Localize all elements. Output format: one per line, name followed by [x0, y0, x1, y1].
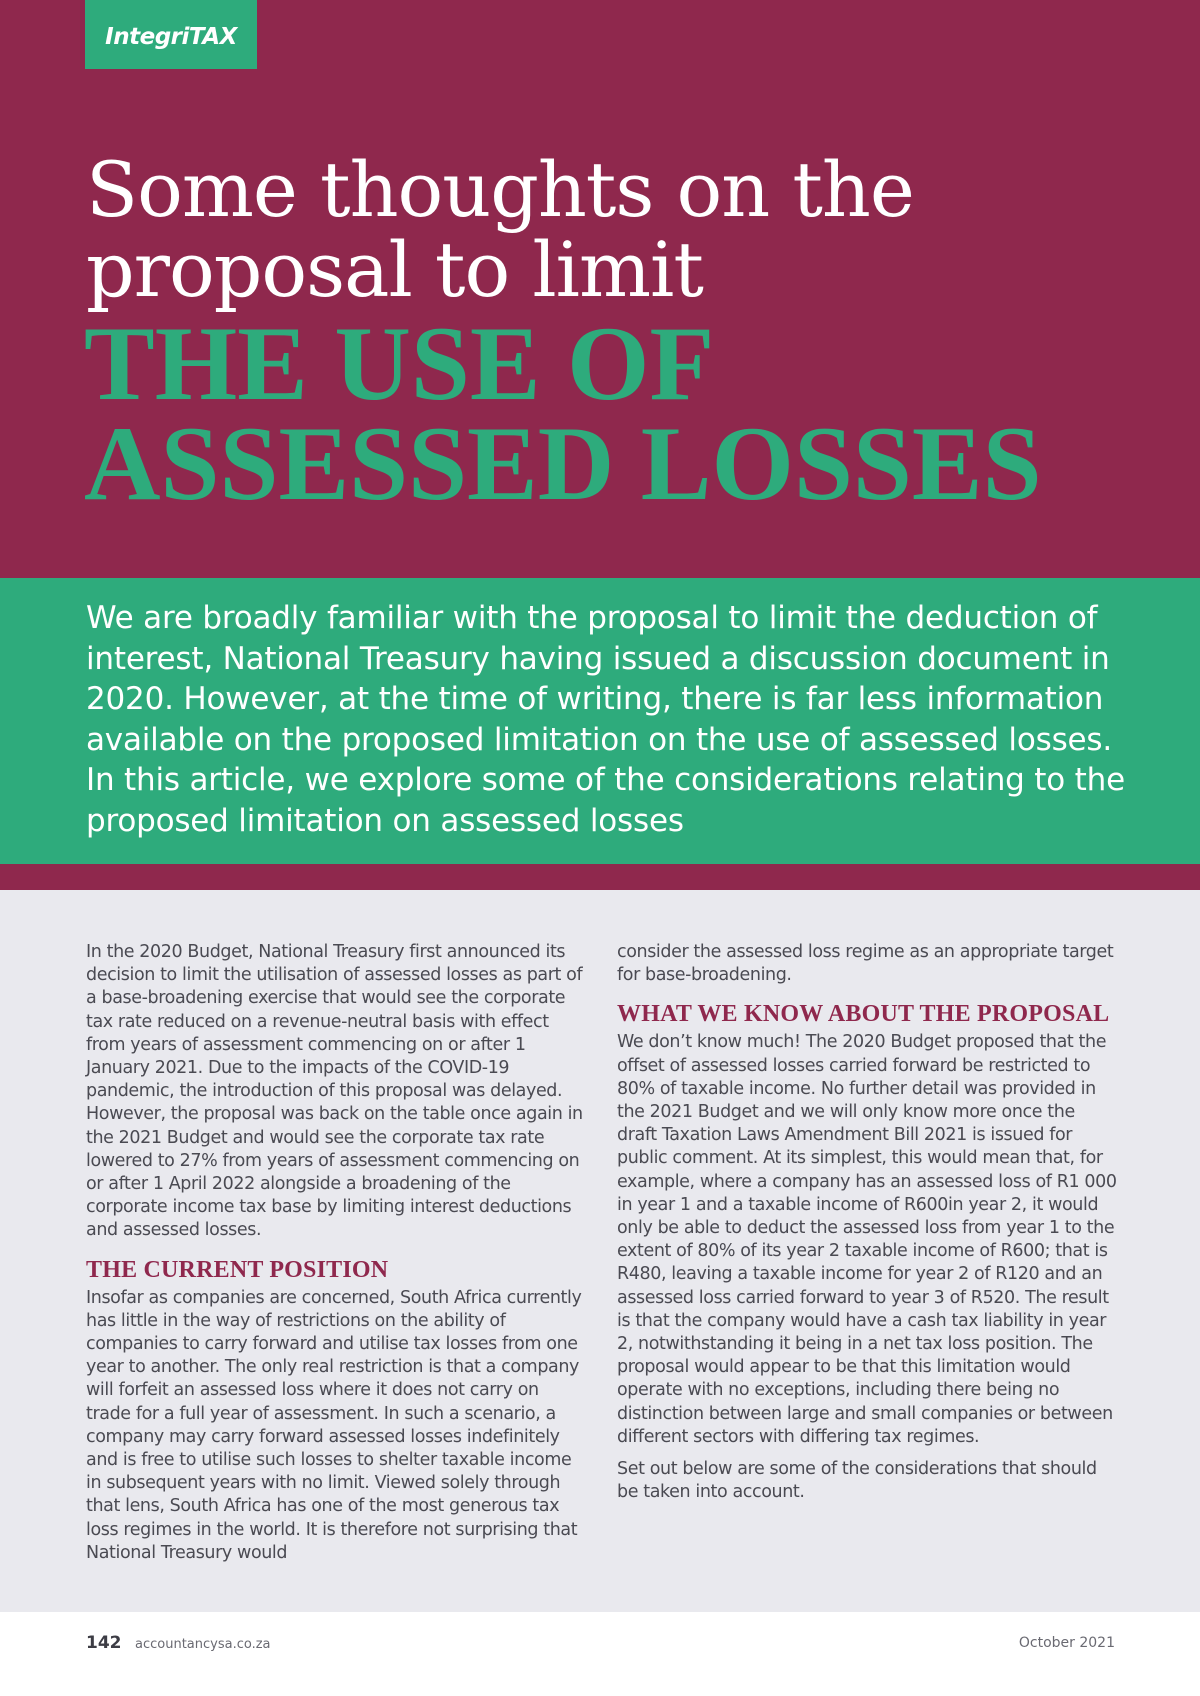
section-heading-current-position: THE CURRENT POSITION — [86, 1256, 389, 1283]
intro-paragraph: In the 2020 Budget, National Treasury first announced its decision to limit the utilisation of assessed losses as part of a base-broadening exercise that would see the corporate tax rate reduced on a revenue-neutral basis with effect from years of assessment commencing on or after 1 January 2021. Due to the impacts of the COVID-19 pandemic, the introduction of this proposal was delayed. However, the proposal was back on the table once again in the 2021 Budget and would see the corporate tax rate lowered to 27% from years of assessment commencing on or after 1 April 2022 alongside a broadening of the corporate income tax base by limiting interest deductions and assessed losses. — [86, 942, 583, 1241]
issue-date: October 2021 — [1018, 1635, 1115, 1651]
title-line-2: proposal to limit — [86, 225, 703, 314]
page-number: 142 — [86, 1633, 122, 1653]
section-heading-what-we-know: WHAT WE KNOW ABOUT THE PROPOSAL — [617, 1001, 1110, 1028]
brand-logo: IntegriTAX — [85, 0, 257, 69]
title-line-4: ASSESSED LOSSES — [84, 405, 1042, 522]
current-position-continued: consider the assessed loss regime as an appropriate target for base-broadening. — [617, 942, 1114, 986]
standfirst-block — [0, 578, 1200, 864]
current-position-paragraph: Insofar as companies are concerned, South Africa currently has little in the way of restrictions on the ability of companies to carry forward and utilise tax losses from one year to another. The only real restriction is that a company will forfeit an assessed loss where it does not carry on trade for a full year of assessment. In such a scenario, a company may carry forward assessed losses indefinitely and is free to utilise such losses to shelter taxable income in subsequent years with no limit. Viewed solely through that lens, South Africa has one of the most generous tax loss regimes in the world. It is therefore not surprising that National Treasury would — [86, 1287, 582, 1563]
article-title-emphasis — [84, 305, 1184, 522]
article-title — [86, 145, 1146, 314]
title-line-1: Some thoughts on the — [86, 145, 914, 234]
page-footer — [0, 1612, 1200, 1696]
article-column-right — [617, 941, 1117, 1513]
divider-band — [0, 864, 1200, 890]
website-url: accountancysa.co.za — [135, 1637, 271, 1652]
standfirst-text: We are broadly familiar with the proposal to limit the deduction of interest, National Treasury having issued a discussion document in 2020. However, at the time of writing, there is far less information available on the proposed limitation on the use of assessed losses. In this article, we explore some of the considerations relating to the proposed limitation on assessed losses — [86, 600, 1125, 839]
title-line-3: THE USE OF — [84, 305, 715, 422]
what-we-know-paragraph: We don’t know much! The 2020 Budget proposed that the offset of assessed losses carried forward be restricted to 80% of taxable income. No further detail was provided in the 2021 Budget and we will only know more once the draft Taxation Laws Amendment Bill 2021 is issued for public comment. At its simplest, this would mean that, for example, where a company has an assessed loss of R1 000 in year 1 and a taxable income of R600in year 2, it would only be able to deduct the assessed loss from year 1 to the extent of 80% of its year 2 taxable income of R600; that is R480, leaving a taxable income for year 2 of R120 and an assessed loss carried forward to year 3 of R520. The result is that the company would have a cash tax liability in year 2, notwithstanding it being in a net tax loss position. The proposal would appear to be that this limitation would operate with no exceptions, including there being no distinction between large and small companies or between different sectors with differing tax regimes. — [617, 1032, 1117, 1447]
article-column-left — [86, 941, 586, 1574]
closing-paragraph: Set out below are some of the considerations that should be taken into account. — [617, 1459, 1097, 1503]
